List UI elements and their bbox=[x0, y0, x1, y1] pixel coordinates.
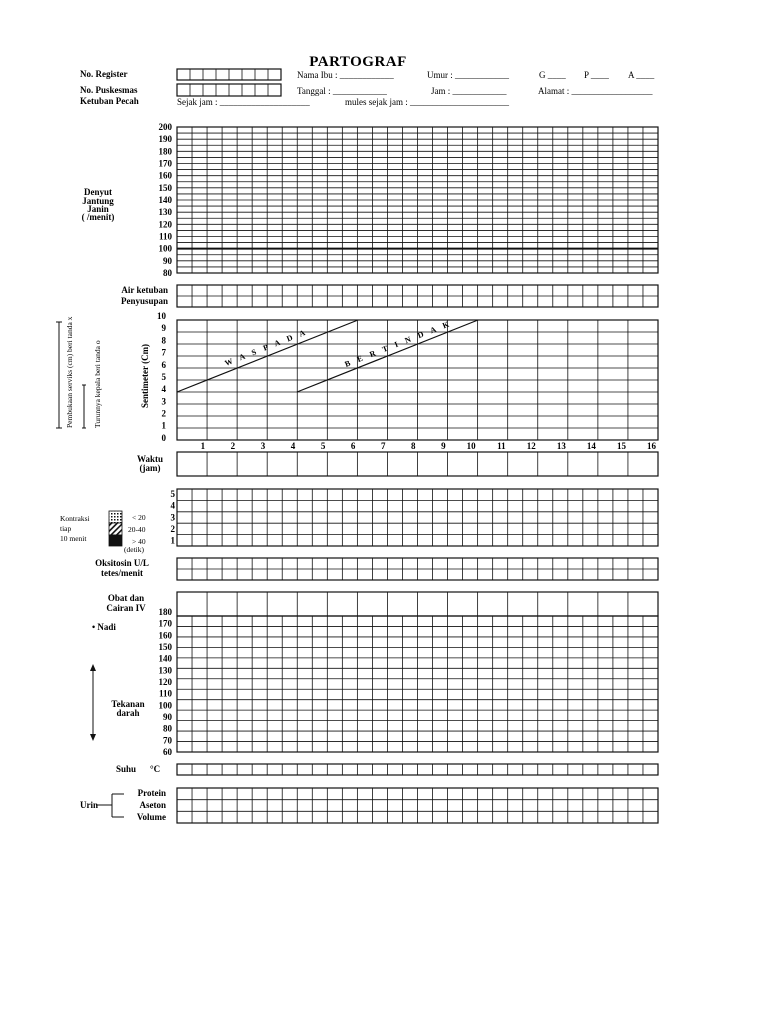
djj-tick: 120 bbox=[158, 219, 172, 230]
djj-tick: 200 bbox=[158, 122, 172, 132]
legend-label: > 40 bbox=[132, 537, 146, 546]
kontraksi-tick: 5 bbox=[170, 489, 175, 499]
legend-label: 20-40 bbox=[128, 525, 146, 534]
urin-row-label: Protein bbox=[137, 788, 166, 798]
djj-tick: 180 bbox=[158, 146, 172, 157]
form-title: PARTOGRAF bbox=[309, 54, 407, 70]
waktu-label: Waktu bbox=[136, 454, 164, 464]
nadi-grid[interactable] bbox=[177, 616, 658, 752]
serviks-tick: 9 bbox=[161, 323, 166, 334]
kontraksi-tick: 1 bbox=[170, 535, 175, 546]
kontraksi-label-line: tiap bbox=[60, 524, 72, 533]
air-ketuban-grid[interactable] bbox=[177, 285, 658, 307]
penyusupan-label: Penyusupan bbox=[120, 296, 168, 306]
hour-label: 9 bbox=[441, 441, 446, 451]
td-arrow bbox=[90, 664, 96, 741]
djj-tick: 190 bbox=[158, 134, 172, 145]
nama-ibu-field[interactable]: Nama Ibu : ____________ bbox=[297, 70, 394, 80]
nadi-ticks bbox=[159, 607, 173, 757]
legend-label: < 20 bbox=[132, 513, 146, 522]
nadi-label: • Nadi bbox=[92, 622, 116, 632]
kontraksi-legend bbox=[109, 511, 146, 554]
waspada-text: W A S P A D A bbox=[223, 326, 310, 368]
kontraksi-grid[interactable] bbox=[177, 489, 658, 546]
djj-tick: 150 bbox=[158, 182, 172, 193]
nadi-tick: 130 bbox=[158, 665, 172, 676]
serviks-ticks bbox=[157, 311, 167, 443]
nadi-tick: 180 bbox=[158, 607, 172, 617]
urin-row-label: Aseton bbox=[139, 800, 166, 810]
djj-label-line: Janin bbox=[87, 204, 109, 214]
suhu-label: Suhu bbox=[116, 764, 137, 774]
serviks-tick: 2 bbox=[161, 408, 166, 419]
djj-ticks bbox=[159, 122, 173, 278]
hour-label: 16 bbox=[647, 441, 656, 451]
hour-label: 6 bbox=[350, 441, 356, 451]
mules-field[interactable]: mules sejak jam : ______________________ bbox=[345, 97, 509, 107]
hour-label: 11 bbox=[497, 441, 506, 451]
waktu-grid[interactable] bbox=[177, 452, 658, 476]
tanggal-field[interactable]: Tanggal : ____________ bbox=[297, 86, 387, 96]
side-bracket-1 bbox=[56, 322, 62, 428]
nadi-tick: 170 bbox=[158, 618, 172, 629]
obat-label: Obat dan bbox=[107, 593, 145, 603]
kontraksi-label bbox=[60, 514, 90, 543]
hour-label: 10 bbox=[466, 441, 476, 451]
serviks-tick: 0 bbox=[161, 432, 166, 443]
alamat-field[interactable]: Alamat : __________________ bbox=[538, 86, 653, 96]
serviks-tick: 3 bbox=[161, 396, 166, 407]
djj-tick: 170 bbox=[158, 158, 172, 169]
urin-label: Urin bbox=[80, 800, 98, 810]
serviks-tick: 4 bbox=[161, 384, 166, 395]
serviks-tick: 8 bbox=[161, 335, 166, 346]
oksitosin-grid[interactable] bbox=[177, 558, 658, 580]
puskesmas-boxes[interactable] bbox=[177, 84, 281, 96]
hour-label: 5 bbox=[320, 441, 326, 451]
serviks-tick: 1 bbox=[161, 420, 166, 431]
nadi-tick: 150 bbox=[158, 642, 172, 652]
hour-label: 7 bbox=[380, 441, 386, 451]
hour-label: 14 bbox=[586, 441, 596, 451]
djj-tick: 140 bbox=[158, 195, 172, 205]
hour-labels bbox=[201, 441, 657, 451]
kontraksi-tick: 2 bbox=[170, 524, 175, 534]
umur-field[interactable]: Umur : ____________ bbox=[427, 70, 509, 80]
oksitosin-label-2: tetes/menit bbox=[101, 568, 143, 578]
p-field[interactable]: P ____ bbox=[584, 70, 609, 80]
nadi-tick: 60 bbox=[163, 747, 172, 757]
legend-swatch-dots bbox=[109, 511, 122, 523]
nadi-tick: 110 bbox=[158, 688, 172, 699]
side-bracket-2 bbox=[82, 385, 86, 428]
djj-tick: 110 bbox=[158, 231, 172, 242]
nadi-tick: 140 bbox=[158, 653, 172, 664]
suhu-grid[interactable] bbox=[177, 764, 658, 775]
nadi-tick: 80 bbox=[163, 723, 172, 734]
legend-swatch-hatch bbox=[109, 523, 122, 535]
register-boxes[interactable] bbox=[177, 69, 281, 80]
djj-grid[interactable] bbox=[177, 127, 658, 273]
nadi-tick: 100 bbox=[158, 700, 172, 711]
kontraksi-ticks bbox=[171, 489, 176, 546]
djj-tick: 130 bbox=[158, 207, 172, 218]
no-puskesmas-label: No. Puskesmas bbox=[80, 85, 138, 95]
oksitosin-label: Oksitosin U/L bbox=[95, 558, 149, 568]
kontraksi-tick: 3 bbox=[170, 512, 175, 523]
jam-field[interactable]: Jam : ____________ bbox=[431, 86, 507, 96]
djj-tick: 90 bbox=[163, 255, 172, 266]
serviks-tick: 6 bbox=[161, 359, 166, 370]
ketuban-pecah-label: Ketuban Pecah bbox=[80, 96, 139, 106]
hour-label: 13 bbox=[556, 441, 566, 451]
kontraksi-label-line: 10 menit bbox=[60, 534, 87, 543]
kontraksi-label-line: Kontraksi bbox=[60, 514, 90, 523]
nadi-tick: 90 bbox=[163, 712, 172, 722]
serviks-tick: 10 bbox=[157, 311, 166, 321]
tekanan-label: Tekanan bbox=[111, 699, 145, 709]
djj-tick: 80 bbox=[163, 268, 172, 278]
hour-label: 2 bbox=[230, 441, 236, 451]
obat-label-2: Cairan IV bbox=[106, 603, 146, 613]
g-field[interactable]: G ____ bbox=[539, 70, 566, 80]
legend-unit: (detik) bbox=[124, 545, 144, 554]
hour-label: 3 bbox=[260, 441, 266, 451]
nadi-tick: 160 bbox=[158, 630, 172, 641]
urin-bracket bbox=[96, 794, 124, 817]
bertindak-text: B E R T I N D A K bbox=[343, 318, 454, 369]
darah-label: darah bbox=[116, 708, 140, 718]
hour-label: 12 bbox=[526, 441, 536, 451]
side-label-turunnya: Turunnya kepala beri tanda o bbox=[93, 340, 102, 428]
djj-label-line: Jantung bbox=[82, 196, 114, 206]
hour-label: 1 bbox=[200, 441, 206, 451]
a-field[interactable]: A ____ bbox=[628, 70, 655, 80]
hour-label: 8 bbox=[411, 441, 416, 451]
kontraksi-tick: 4 bbox=[170, 500, 175, 511]
serviks-ylabel: Sentimeter (Cm) bbox=[140, 343, 150, 408]
jam-unit-label: (jam) bbox=[139, 463, 161, 473]
nadi-tick: 120 bbox=[158, 677, 172, 687]
djj-tick: 100 bbox=[158, 243, 172, 254]
urin-grid[interactable] bbox=[177, 788, 658, 823]
legend-swatch-solid bbox=[109, 535, 122, 546]
no-register-label: No. Register bbox=[80, 69, 128, 79]
air-ketuban-label: Air ketuban bbox=[121, 285, 168, 295]
suhu-unit: °C bbox=[150, 764, 161, 774]
obat-grid[interactable] bbox=[177, 592, 658, 616]
side-label-pembukaan: Pembukaan serviks (cm) beri tanda x bbox=[65, 316, 74, 428]
hour-label: 15 bbox=[616, 441, 626, 451]
nadi-tick: 70 bbox=[163, 735, 172, 746]
djj-label bbox=[82, 187, 115, 222]
djj-label-line: ( /menit) bbox=[81, 212, 115, 222]
serviks-tick: 7 bbox=[161, 347, 166, 358]
sejak-jam-field[interactable]: Sejak jam : ____________________ bbox=[177, 97, 310, 107]
djj-label-line: Denyut bbox=[83, 187, 113, 197]
hour-label: 4 bbox=[290, 441, 296, 451]
urin-row-label: Volume bbox=[136, 812, 166, 822]
djj-tick: 160 bbox=[158, 170, 172, 181]
serviks-tick: 5 bbox=[161, 371, 166, 382]
